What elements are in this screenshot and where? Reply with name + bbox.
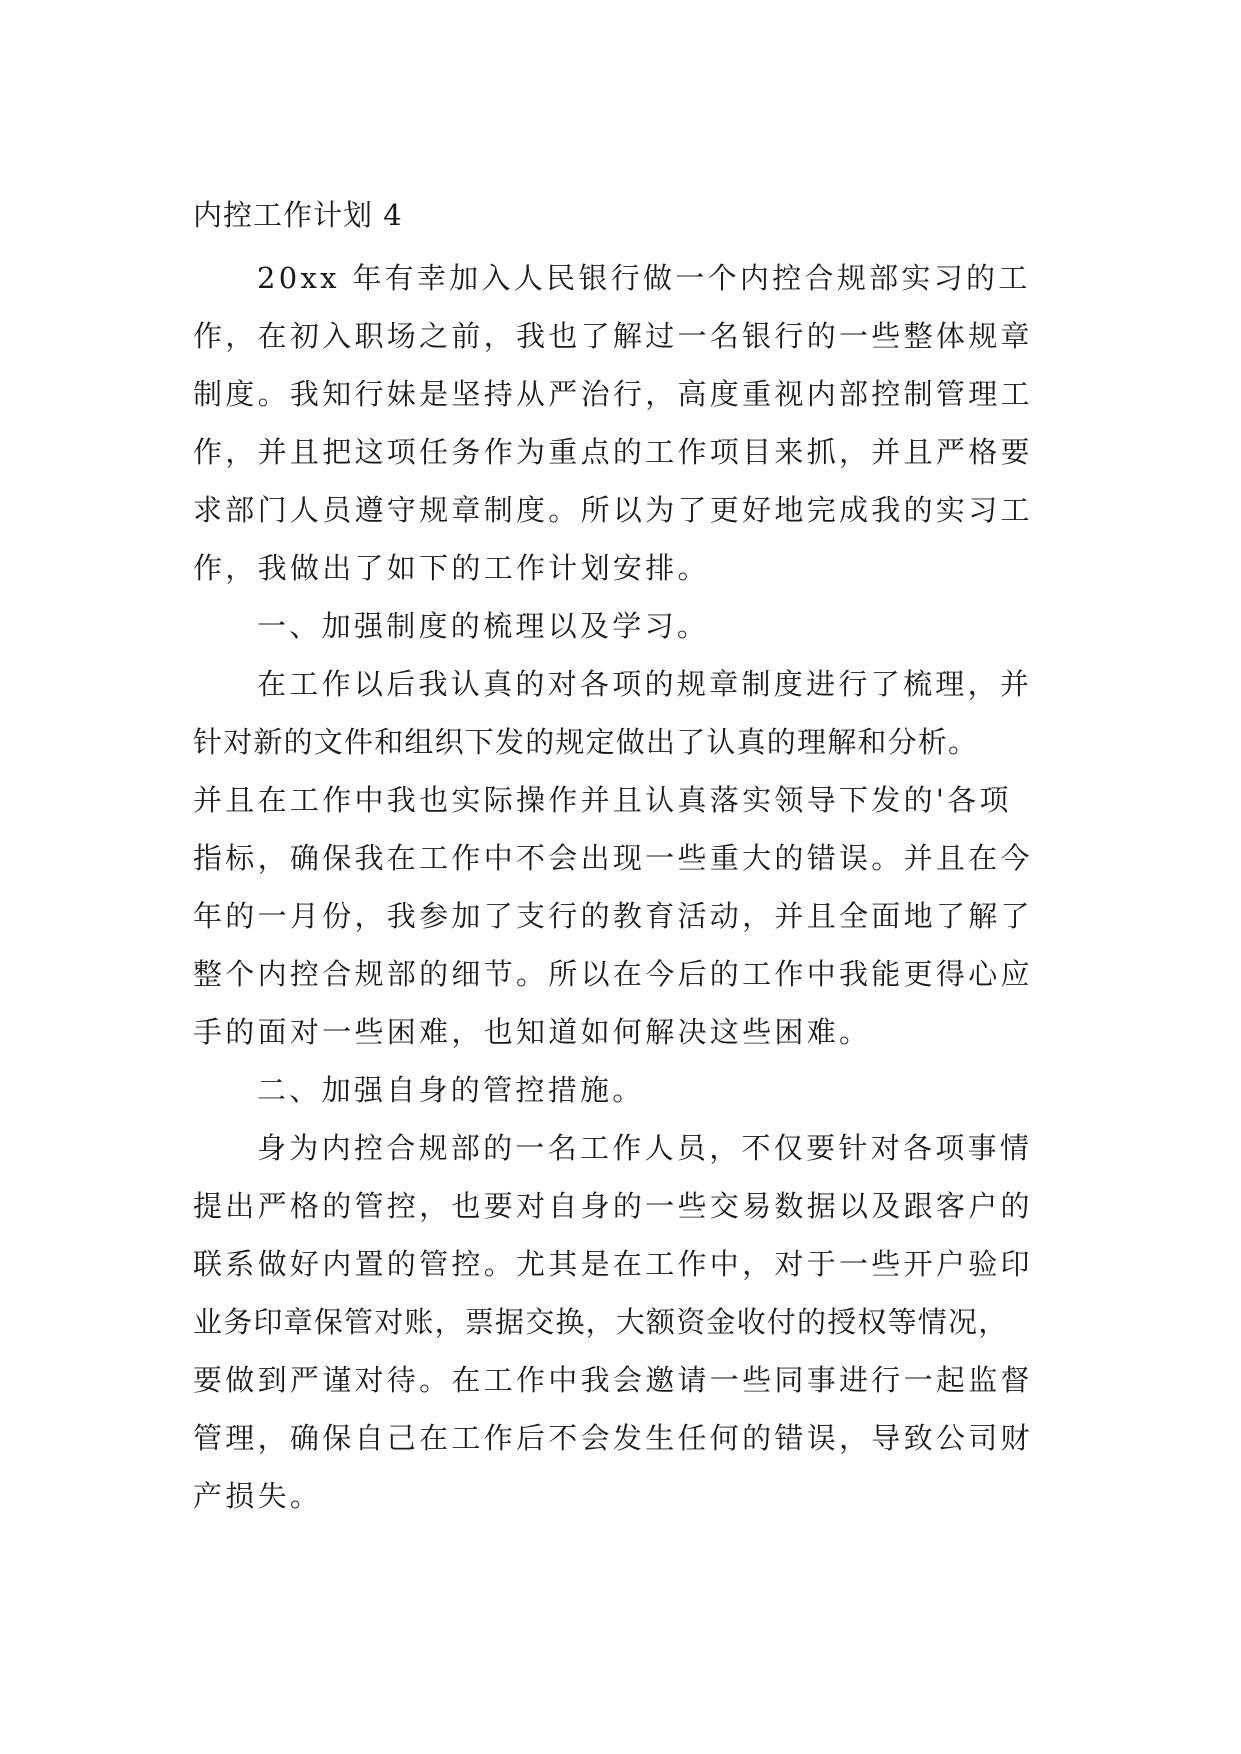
text-line: 联系做好内置的管控。尤其是在工作中，对于一些开户验印: [193, 1247, 1033, 1281]
text-line: 在工作以后我认真的对各项的规章制度进行了梳理，并: [257, 667, 1033, 701]
text-line: 制度。我知行妹是坚持从严治行，高度重视内部控制管理工: [193, 377, 1033, 411]
text-line: 针对新的文件和组织下发的规定做出了认真的理解和分析。: [193, 725, 979, 759]
text-line: 并且在工作中我也实际操作并且认真落实领导下发的'各项: [193, 783, 1012, 817]
text-line: 管理，确保自己在工作后不会发生任何的错误，导致公司财: [193, 1421, 1033, 1455]
section-heading: 一、加强制度的梳理以及学习。: [257, 609, 710, 643]
text-line: 身为内控合规部的一名工作人员，不仅要针对各项事情: [257, 1131, 1033, 1165]
document-title: 内控工作计划 4: [193, 198, 403, 232]
text-line: 提出严格的管控，也要对自身的一些交易数据以及跟客户的: [193, 1189, 1033, 1223]
text-line: 整个内控合规部的细节。所以在今后的工作中我能更得心应: [193, 957, 1033, 991]
text-line: 20xx 年有幸加入人民银行做一个内控合规部实习的工: [257, 261, 1031, 295]
text-line: 求部门人员遵守规章制度。所以为了更好地完成我的实习工: [193, 493, 1033, 527]
text-line: 作，在初入职场之前，我也了解过一名银行的一些整体规章: [193, 319, 1033, 353]
document-body: [193, 249, 1053, 1525]
section-heading: 二、加强自身的管控措施。: [257, 1073, 645, 1107]
text-line: 指标，确保我在工作中不会出现一些重大的错误。并且在今: [193, 841, 1033, 875]
text-line: 产损失。: [193, 1479, 323, 1513]
text-line: 作，并且把这项任务作为重点的工作项目来抓，并且严格要: [193, 435, 1033, 469]
text-line: 年的一月份，我参加了支行的教育活动，并且全面地了解了: [193, 899, 1033, 933]
text-line: 业务印章保管对账，票据交换，大额资金收付的授权等情况，: [193, 1305, 1009, 1339]
text-line: 手的面对一些困难，也知道如何解决这些困难。: [193, 1015, 872, 1049]
text-line: 要做到严谨对待。在工作中我会邀请一些同事进行一起监督: [193, 1363, 1033, 1397]
text-line: 作，我做出了如下的工作计划安排。: [193, 551, 710, 585]
